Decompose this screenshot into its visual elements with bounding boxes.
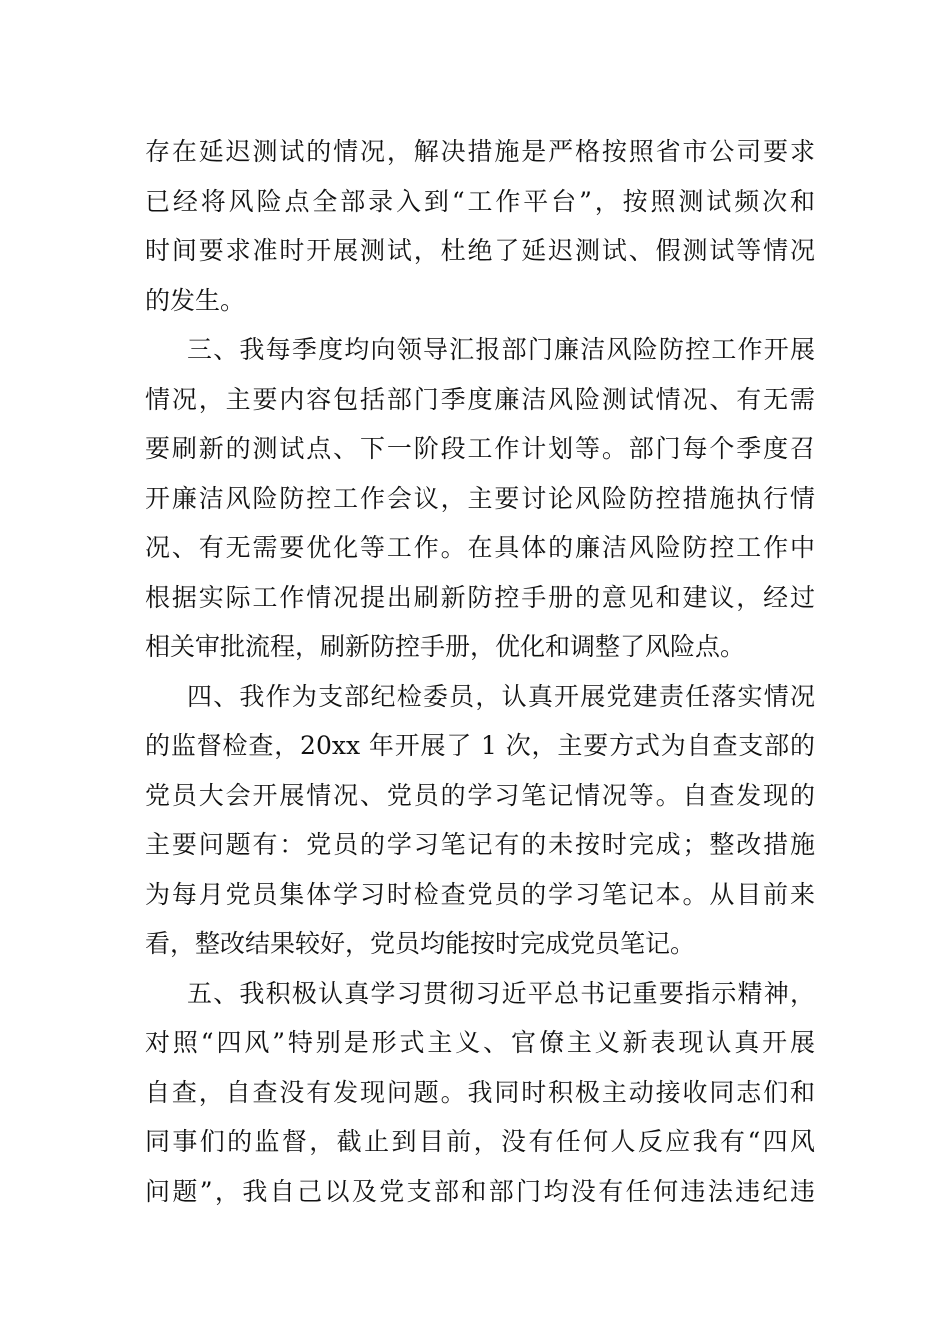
text-line: 问题”，我自己以及党支部和部门均没有任何违法违纪违 xyxy=(145,1176,815,1206)
text-line: 要刷新的测试点、下一阶段工作计划等。部门每个季度召 xyxy=(145,434,815,463)
text-line: 看，整改结果较好，党员均能按时完成党员笔记。 xyxy=(145,929,696,958)
paragraph-start-line: 五、我积极认真学习贯彻习近平总书记重要指示精神， xyxy=(187,978,815,1008)
text-line: 同事们的监督，截止到目前，没有任何人反应我有“四风 xyxy=(145,1127,815,1156)
text-line: 已经将风险点全部录入到“工作平台”，按照测试频次和 xyxy=(145,186,815,216)
document-body xyxy=(145,127,815,1216)
text-line: 时间要求准时开展测试，杜绝了延迟测试、假测试等情况 xyxy=(145,236,815,265)
text-line: 自查，自查没有发现问题。我同时积极主动接收同志们和 xyxy=(145,1077,815,1107)
text-line: 的发生。 xyxy=(145,285,246,315)
text-line: 况、有无需要优化等工作。在具体的廉洁风险防控工作中 xyxy=(145,533,815,562)
text-line: 对照“四风”特别是形式主义、官僚主义新表现认真开展 xyxy=(145,1028,815,1057)
text-line: 根据实际工作情况提出刷新防控手册的意见和建议，经过 xyxy=(145,582,815,612)
text-line: 存在延迟测试的情况，解决措施是严格按照省市公司要求 xyxy=(145,137,815,166)
text-line: 为每月党员集体学习时检查党员的学习笔记本。从目前来 xyxy=(145,879,815,909)
text-line: 相关审批流程，刷新防控手册，优化和调整了风险点。 xyxy=(145,632,746,661)
text-line: 开廉洁风险防控工作会议，主要讨论风险防控措施执行情 xyxy=(145,483,815,513)
text-line: 党员大会开展情况、党员的学习笔记情况等。自查发现的 xyxy=(145,780,815,810)
paragraph-start-line: 四、我作为支部纪检委员，认真开展党建责任落实情况 xyxy=(187,681,815,711)
text-line: 的监督检查，20xx 年开展了 1 次，主要方式为自查支部的 xyxy=(145,731,815,760)
paragraph-start-line: 三、我每季度均向领导汇报部门廉洁风险防控工作开展 xyxy=(187,335,815,364)
text-line: 主要问题有：党员的学习笔记有的未按时完成；整改措施 xyxy=(145,830,815,859)
text-line: 情况，主要内容包括部门季度廉洁风险测试情况、有无需 xyxy=(145,384,815,414)
